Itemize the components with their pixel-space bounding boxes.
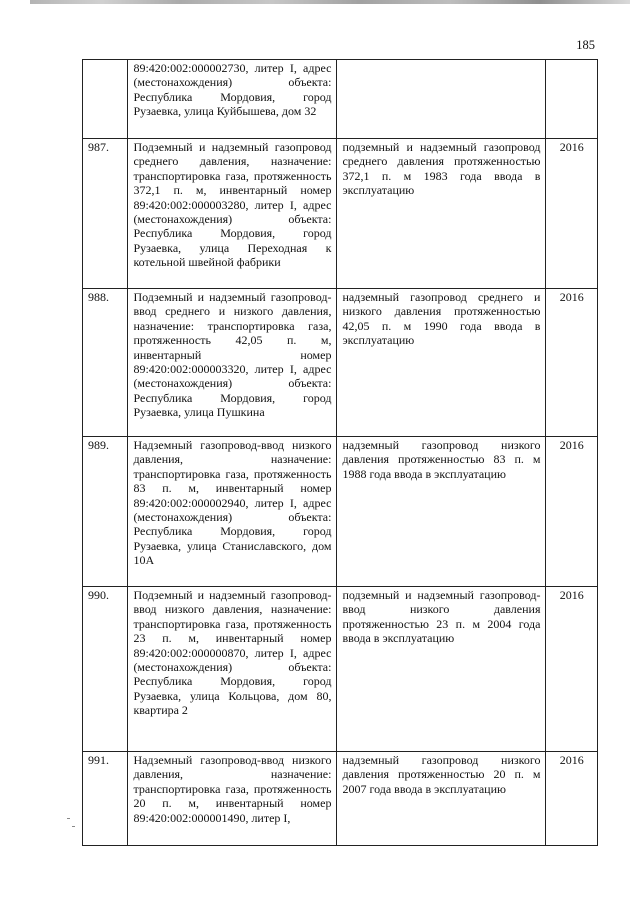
year-cell: 2016 — [546, 437, 598, 587]
row-number — [83, 60, 128, 139]
object-description: Подземный и надземный газопровод-ввод среднего и низкого давления, назначение: транспортировка газа, протяженность 42,05 п. м, инвентарный номер 89:420:002:000003320, литер I, адрес (местонахождения) объекта: Республика Мордовия, город Рузаевка, улица Пушкина — [128, 289, 337, 437]
row-number: 987. — [83, 139, 128, 289]
object-characteristics — [337, 60, 546, 139]
property-registry-table — [82, 59, 598, 846]
object-description: Подземный и надземный газопровод среднего давления, назначение: транспортировка газа, протяженность 372,1 п. м, инвентарный номер 89:420:002:000003280, литер I, адрес (местонахождения) объекта: Республика Мордовия, город Рузаевка, улица Переходная к котельной швейной фабрики — [128, 139, 337, 289]
page-number: 185 — [576, 38, 595, 52]
year-cell: 2016 — [546, 587, 598, 752]
scan-speck — [72, 826, 75, 827]
object-description: Подземный и надземный газопровод-ввод низкого давления, назначение: транспортировка газа, протяженность 23 п. м, инвентарный номер 89:420:002:000000870, литер I, адрес (местонахождения) объекта: Республика Мордовия, город Рузаевка, улица Кольцова, дом 80, квартира 2 — [128, 587, 337, 752]
row-number: 988. — [83, 289, 128, 437]
year-cell: 2016 — [546, 139, 598, 289]
object-description: Надземный газопровод-ввод низкого давления, назначение: транспортировка газа, протяженность 20 п. м, инвентарный номер 89:420:002:000001490, литер I, — [128, 752, 337, 846]
year-cell: 2016 — [546, 752, 598, 846]
row-number: 989. — [83, 437, 128, 587]
table-row — [83, 587, 598, 752]
object-characteristics: подземный и надземный газопровод-ввод низкого давления протяженностью 23 п. м 2004 года ввода в эксплуатацию — [337, 587, 546, 752]
object-characteristics: надземный газопровод низкого давления протяженностью 20 п. м 2007 года ввода в эксплуатацию — [337, 752, 546, 846]
object-description: 89:420:002:000002730, литер I, адрес (местонахождения) объекта: Республика Мордовия, город Рузаевка, улица Куйбышева, дом 32 — [128, 60, 337, 139]
year-cell: 2016 — [546, 289, 598, 437]
year-cell — [546, 60, 598, 139]
table-row — [83, 139, 598, 289]
object-description: Надземный газопровод-ввод низкого давления, назначение: транспортировка газа, протяженность 83 п. м, инвентарный номер 89:420:002:000002940, литер I, адрес (местонахождения) объекта: Республика Мордовия, город Рузаевка, улица Станиславского, дом 10А — [128, 437, 337, 587]
object-characteristics: надземный газопровод низкого давления протяженностью 83 п. м 1988 года ввода в эксплуатацию — [337, 437, 546, 587]
scan-edge-artifact — [30, 0, 630, 4]
table-row — [83, 752, 598, 846]
scan-speck — [67, 818, 70, 819]
row-number: 991. — [83, 752, 128, 846]
row-number: 990. — [83, 587, 128, 752]
object-characteristics: подземный и надземный газопровод среднего давления протяженностью 372,1 п. м 1983 года ввода в эксплуатацию — [337, 139, 546, 289]
table-row — [83, 60, 598, 139]
object-characteristics: надземный газопровод среднего и низкого давления протяженностью 42,05 п. м 1990 года ввода в эксплуатацию — [337, 289, 546, 437]
table-row — [83, 437, 598, 587]
table-row — [83, 289, 598, 437]
